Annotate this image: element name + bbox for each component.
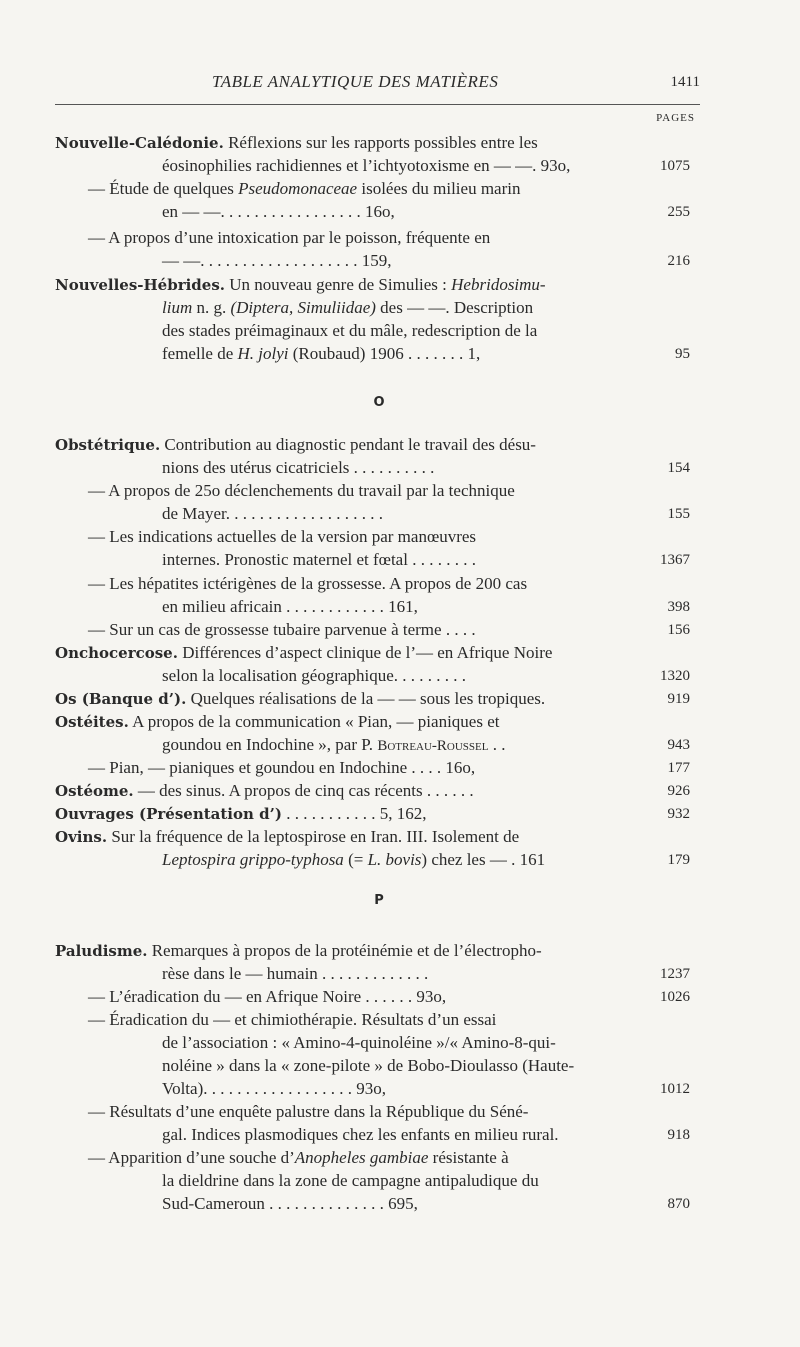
index-line (162, 1170, 539, 1192)
entry-heading: Obstétrique. (55, 436, 161, 454)
index-line (55, 780, 474, 802)
section-letter-o: O (373, 395, 385, 410)
entry-heading: Ouvrages (Présentation d’) (55, 805, 282, 823)
entry-text: — Sur un cas de grossesse tubaire parvenue à terme . . . . (88, 620, 476, 639)
index-line (55, 688, 545, 710)
entry-text: Remarques à propos de la protéinémie et de l’électropho- (147, 941, 542, 960)
page-reference: 156 (667, 622, 690, 638)
index-line (162, 320, 537, 342)
index-line (55, 132, 538, 154)
entry-text: goundou en Indochine », par P. (162, 735, 378, 754)
page-reference: 1237 (660, 966, 690, 982)
index-line (162, 297, 533, 319)
index-line (88, 178, 520, 200)
italic-term: (Diptera, Simuliidae) (230, 298, 376, 317)
entry-text: — Éradication du — et chimiothérapie. Résultats d’un essai (88, 1010, 497, 1029)
entry-text: — des sinus. A propos de cinq cas récents . . . . . . (133, 781, 474, 800)
page-reference: 1320 (660, 668, 690, 684)
entry-text: Contribution au diagnostic pendant le travail des désu- (160, 435, 536, 454)
entry-text: Un nouveau genre de Simulies : (225, 275, 452, 294)
entry-text: — A propos d’une intoxication par le poisson, fréquente en (88, 228, 491, 247)
page-reference: 255 (667, 204, 690, 220)
page-reference: 177 (667, 760, 690, 776)
page-reference: 216 (667, 253, 690, 269)
entry-text: la dieldrine dans la zone de campagne antipaludique du (162, 1171, 539, 1190)
index-line (162, 963, 428, 985)
page-reference: 154 (667, 460, 690, 476)
entry-text: des stades préimaginaux et du mâle, redescription de la (162, 321, 538, 340)
page-reference: 1367 (660, 552, 690, 568)
entry-text: — Les hépatites ictérigènes de la grossesse. A propos de 200 cas (88, 574, 528, 593)
entry-text: — —. . . . . . . . . . . . . . . . . . . 159, (162, 251, 392, 270)
entry-heading: Os (Banque d’). (55, 690, 187, 708)
entry-text: selon la localisation géographique. . . . . . . . . (162, 666, 467, 685)
page-reference: 1026 (660, 989, 690, 1005)
entry-text: résistante à (428, 1148, 509, 1167)
page-reference: 398 (667, 599, 690, 615)
entry-text: A propos de la communication « Pian, — pianiques et (128, 712, 500, 731)
entry-text: — L’éradication du — en Afrique Noire . . . . . . 93o, (88, 987, 447, 1006)
entry-text: n. g. (196, 298, 231, 317)
entry-text: . . (488, 735, 506, 754)
index-line (162, 457, 434, 479)
entry-text: — Pian, — pianiques et goundou en Indochine . . . . 16o, (88, 758, 476, 777)
index-line (162, 1193, 418, 1215)
index-line (55, 642, 552, 664)
entry-text: des — —. Description (375, 298, 534, 317)
entry-text: de Mayer. . . . . . . . . . . . . . . . . . . (162, 504, 383, 523)
page-reference: 870 (667, 1196, 690, 1212)
page-reference: 1075 (660, 158, 690, 174)
entry-text: Quelques réalisations de la — — sous les tropiques. (186, 689, 546, 708)
entry-text: en milieu africain . . . . . . . . . . . . 161, (162, 597, 418, 616)
header-rule (55, 104, 700, 105)
index-line (88, 1147, 509, 1169)
index-line (55, 274, 546, 296)
entry-text: . . . . . . . . . . . 5, 162, (281, 804, 427, 823)
index-line (55, 434, 536, 456)
index-line (162, 1124, 559, 1146)
index-line (162, 503, 383, 525)
page-reference: 155 (667, 506, 690, 522)
entry-text: noléine » dans la « zone-pilote » de Bobo-Dioulasso (Haute- (162, 1056, 575, 1075)
entry-text: Volta). . . . . . . . . . . . . . . . . . 93o, (162, 1079, 386, 1098)
index-line (55, 803, 426, 825)
entry-text: — Les indications actuelles de la version par manœuvres (88, 527, 477, 546)
index-line (162, 549, 476, 571)
index-line (88, 986, 446, 1008)
entry-text: gal. Indices plasmodiques chez les enfants en milieu rural. (162, 1125, 559, 1144)
entry-heading: Ostéites. (55, 713, 129, 731)
entry-text: isolées du milieu marin (357, 179, 521, 198)
entry-text: de l’association : « Amino-4-quinoléine »/« Amino-8-qui- (162, 1033, 556, 1052)
entry-text: — Apparition d’une souche d’ (88, 1148, 295, 1167)
page-reference: 932 (667, 806, 690, 822)
italic-term: H. jolyi (237, 344, 289, 363)
index-line (162, 1055, 574, 1077)
entry-text: (Roubaud) 1906 . . . . . . . 1, (288, 344, 481, 363)
italic-term: lium (162, 298, 197, 317)
italic-term: Leptospira grippo-typhosa (162, 850, 344, 869)
entry-text: en — —. . . . . . . . . . . . . . . . . 16o, (162, 202, 395, 221)
entry-text: Différences d’aspect clinique de l’— en Afrique Noire (177, 643, 553, 662)
index-line (162, 1032, 556, 1054)
index-line (88, 573, 527, 595)
pages-column-label: PAGES (656, 112, 695, 124)
italic-term: L. bovis (367, 850, 422, 869)
index-line (162, 665, 466, 687)
index-line (55, 711, 499, 733)
index-line (162, 201, 395, 223)
index-line (88, 757, 475, 779)
entry-text: Réflexions sur les rapports possibles entre les (223, 133, 538, 152)
entry-text: Sur la fréquence de la leptospirose en Iran. III. Isolement de (107, 827, 520, 846)
entry-heading: Onchocercose. (55, 644, 178, 662)
index-line (88, 227, 490, 249)
entry-text: — Résultats d’une enquête palustre dans la République du Séné- (88, 1102, 529, 1121)
entry-text: ) chez les — . 161 (421, 850, 546, 869)
index-line (88, 1101, 528, 1123)
entry-text: — A propos de 25o déclenchements du travail par la technique (88, 481, 515, 500)
entry-text: nions des utérus cicatriciels . . . . . . . . . . (162, 458, 435, 477)
entry-heading: Ovins. (55, 828, 108, 846)
entry-heading: Paludisme. (55, 942, 148, 960)
running-head (60, 72, 700, 98)
index-line (162, 849, 545, 871)
page-reference: 926 (667, 783, 690, 799)
entry-heading: Nouvelles-Hébrides. (55, 276, 225, 294)
author-name: Botreau-Roussel (377, 738, 489, 754)
index-line (162, 343, 480, 365)
running-title: TABLE ANALYTIQUE DES MATIÈRES (212, 72, 499, 91)
entry-text: internes. Pronostic maternel et fœtal . . . . . . . . (162, 550, 476, 569)
entry-heading: Nouvelle-Calédonie. (55, 134, 224, 152)
italic-term: Anopheles gambiae (294, 1148, 429, 1167)
index-line (162, 250, 392, 272)
index-line (55, 940, 542, 962)
page-reference: 943 (667, 737, 690, 753)
italic-term: Hebridosimu- (451, 275, 546, 294)
section-letter-p: P (374, 893, 384, 908)
entry-text: — Étude de quelques (88, 179, 239, 198)
entry-text: (= (343, 850, 368, 869)
entry-text: rèse dans le — humain . . . . . . . . . . . . . (162, 964, 429, 983)
entry-text: Sud-Cameroun . . . . . . . . . . . . . . 695, (162, 1194, 418, 1213)
index-line (55, 826, 519, 848)
entry-text: éosinophilies rachidiennes et l’ichtyotoxisme en — —. 93o, (162, 156, 571, 175)
page-reference: 1012 (660, 1081, 690, 1097)
page-reference: 919 (667, 691, 690, 707)
index-line (162, 596, 418, 618)
page-reference: 95 (675, 346, 690, 362)
index-line (88, 526, 476, 548)
index-line (162, 734, 506, 757)
italic-term: Pseudomonaceae (238, 179, 358, 198)
index-line (88, 1009, 496, 1031)
page-reference: 179 (667, 852, 690, 868)
index-line (162, 155, 570, 177)
page-number: 1411 (670, 74, 700, 90)
page-reference: 918 (667, 1127, 690, 1143)
index-line (88, 480, 515, 502)
index-line (88, 619, 476, 641)
entry-text: femelle de (162, 344, 238, 363)
index-line (162, 1078, 386, 1100)
entry-heading: Ostéome. (55, 782, 134, 800)
